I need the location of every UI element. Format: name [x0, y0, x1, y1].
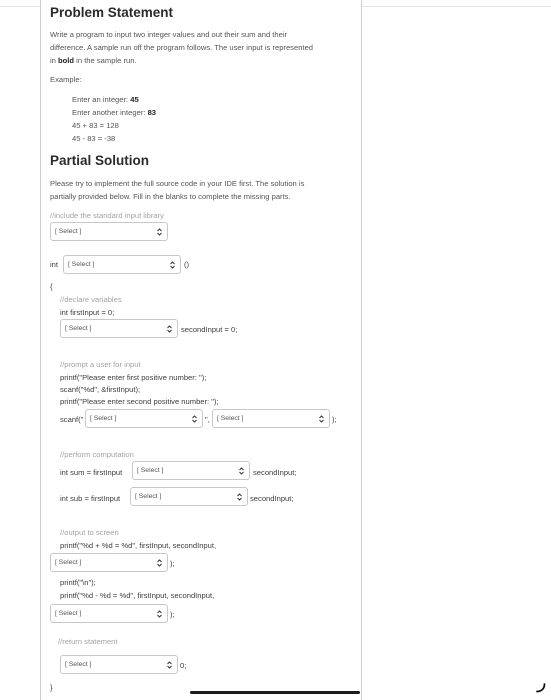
main-select[interactable]	[63, 255, 181, 274]
scanf-second-middle: ",	[205, 415, 210, 424]
solution-heading: Partial Solution	[50, 153, 150, 168]
example-prompt-2: Enter another integer:	[72, 108, 148, 117]
sum-operator-select-value: [ Select ]	[137, 467, 164, 474]
problem-line-2: difference. A sample run off the program follows. The user input is represented	[50, 43, 313, 52]
home-indicator-bar	[190, 691, 360, 694]
sub-expression-start: int sub = firstInput	[60, 494, 121, 503]
int-keyword: int	[50, 260, 59, 269]
sub-expression-end: secondInput;	[250, 494, 294, 503]
chevron-updown-icon	[167, 661, 172, 669]
chevron-updown-icon	[170, 261, 175, 269]
problem-line-3-pre: in	[50, 56, 59, 65]
question-panel	[40, 0, 362, 700]
chevron-updown-icon	[157, 610, 162, 618]
printf-second-prompt: printf("Please enter second positive number: ");	[60, 397, 219, 406]
printf-sum-end: );	[170, 559, 175, 568]
chevron-updown-icon	[192, 415, 197, 423]
chevron-updown-icon	[157, 559, 162, 567]
include-select-value: [ Select ]	[55, 228, 82, 235]
include-select[interactable]	[50, 222, 168, 241]
second-type-select-value: [ Select ]	[65, 325, 92, 332]
example-input-1: 45	[130, 95, 139, 104]
printf-newline: printf("\n");	[60, 578, 96, 587]
printf-difference: printf("%d - %d = %d", firstInput, secondInput,	[60, 591, 215, 600]
sub-operator-select-value: [ Select ]	[135, 493, 162, 500]
problem-bold-word: bold	[58, 56, 75, 65]
format-specifier-select-value: [ Select ]	[90, 415, 117, 422]
comment-return: //return statement	[58, 637, 118, 646]
example-prompt-1: Enter an integer:	[72, 95, 131, 104]
sum-argument-select[interactable]	[50, 553, 168, 572]
scanf-first: scanf("%d", &firstInput);	[60, 385, 141, 394]
printf-sum: printf("%d + %d = %d", firstInput, secondInput,	[60, 541, 217, 550]
solution-line-1: Please try to implement the full source code in your IDE first. The solution is	[50, 179, 305, 188]
comment-prompt: //prompt a user for input	[60, 360, 141, 369]
sub-operator-select[interactable]	[130, 487, 248, 506]
chevron-updown-icon	[319, 415, 324, 423]
first-input-declaration: int firstInput = 0;	[60, 308, 115, 317]
return-keyword-select-value: [ Select ]	[65, 661, 92, 668]
scanf-address-select-value: [ Select ]	[217, 415, 244, 422]
example-label: Example:	[50, 75, 82, 84]
scanf-second-start: scanf("	[60, 415, 84, 424]
return-keyword-select[interactable]	[60, 655, 178, 674]
example-input-2: 83	[147, 108, 157, 117]
example-line-3: 45 + 83 = 128	[72, 121, 119, 130]
sum-argument-select-value: [ Select ]	[55, 559, 82, 566]
sub-argument-select-value: [ Select ]	[55, 610, 82, 617]
example-line-1	[72, 93, 139, 106]
problem-heading: Problem Statement	[50, 5, 174, 20]
comment-declare: //declare variables	[60, 295, 122, 304]
second-type-select[interactable]	[60, 319, 178, 338]
sub-argument-select[interactable]	[50, 604, 168, 623]
chevron-updown-icon	[157, 228, 162, 236]
problem-line-1: Write a program to input two integer values and out their sum and their	[50, 30, 288, 39]
sum-operator-select[interactable]	[132, 461, 250, 480]
example-line-4: 45 - 83 = -38	[72, 134, 116, 143]
comment-output: //output to screen	[60, 528, 119, 537]
chevron-updown-icon	[167, 325, 172, 333]
return-value: 0;	[180, 661, 187, 670]
close-brace: }	[50, 683, 53, 692]
comment-include: //include the standard input library	[50, 211, 164, 220]
scanf-address-select[interactable]	[212, 409, 330, 428]
example-line-2	[72, 106, 156, 119]
open-brace: {	[50, 282, 53, 291]
printf-first-prompt: printf("Please enter first positive number: ");	[60, 373, 207, 382]
second-input-declaration: secondInput = 0;	[181, 325, 238, 334]
resize-corner-icon[interactable]	[536, 683, 546, 693]
sum-expression-start: int sum = firstInput	[60, 468, 123, 477]
problem-line-3-post: in the sample run.	[74, 56, 137, 65]
sum-expression-end: secondInput;	[253, 468, 297, 477]
chevron-updown-icon	[239, 467, 244, 475]
chevron-updown-icon	[237, 493, 242, 501]
scanf-second-end: );	[332, 415, 337, 424]
main-parens: ()	[184, 260, 190, 269]
printf-difference-end: );	[170, 610, 175, 619]
format-specifier-select[interactable]	[85, 409, 203, 428]
problem-line-3	[50, 54, 137, 67]
comment-compute: //perform computation	[60, 450, 134, 459]
main-select-value: [ Select ]	[68, 261, 95, 268]
solution-line-2: partially provided below. Fill in the blanks to complete the missing parts.	[50, 192, 291, 201]
